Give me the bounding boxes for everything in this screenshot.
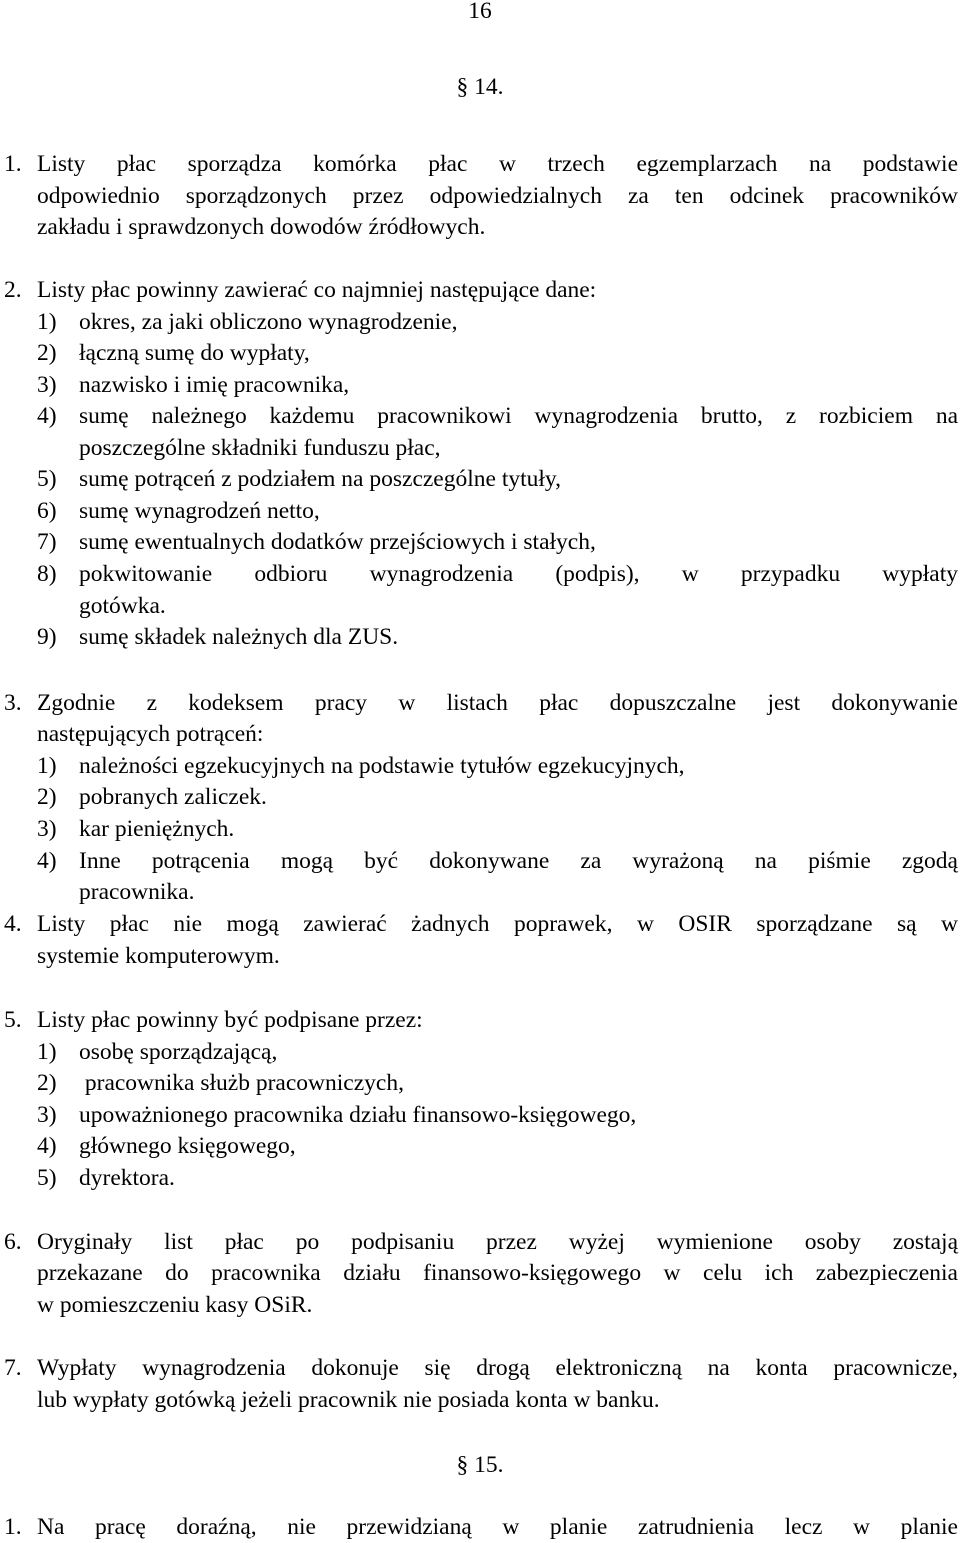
paragraph-line: Listy płac sporządza komórka płac w trzech egzemplarzach na podstawie	[37, 151, 958, 177]
section-heading: § 14.	[456, 74, 504, 100]
section-heading: § 15.	[456, 1452, 504, 1478]
list-item-number: 6)	[37, 498, 57, 524]
list-item-text: osobę sporządzającą,	[79, 1039, 278, 1065]
list-item-text: gotówka.	[79, 593, 166, 619]
list-item-text: łączną sumę do wypłaty,	[79, 340, 310, 366]
paragraph-number: 5.	[4, 1007, 22, 1033]
paragraph-line: Listy płac nie mogą zawierać żadnych poprawek, w OSIR sporządzane są w	[37, 911, 958, 937]
list-item-text: pokwitowanie odbioru wynagrodzenia (podpis), w przypadku wypłaty	[79, 561, 958, 587]
list-item-number: 3)	[37, 372, 57, 398]
list-item-number: 3)	[37, 1102, 57, 1128]
paragraph-number: 4.	[4, 911, 22, 937]
list-item-number: 1)	[37, 753, 57, 779]
paragraph-number: 2.	[4, 277, 22, 303]
paragraph-line: Na pracę doraźną, nie przewidzianą w planie zatrudnienia lecz w planie	[37, 1514, 958, 1540]
list-item-number: 8)	[37, 561, 57, 587]
paragraph-line: następujących potrąceń:	[37, 721, 264, 747]
list-item-text: pracownika służb pracowniczych,	[79, 1070, 404, 1096]
paragraph-line: Listy płac powinny być podpisane przez:	[37, 1007, 423, 1033]
paragraph-line: zakładu i sprawdzonych dowodów źródłowych.	[37, 214, 486, 240]
paragraph-line: systemie komputerowym.	[37, 943, 280, 969]
list-item-number: 5)	[37, 466, 57, 492]
list-item-text: nazwisko i imię pracownika,	[79, 372, 350, 398]
list-item-text: sumę potrąceń z podziałem na poszczególne tytuły,	[79, 466, 562, 492]
list-item-text: należności egzekucyjnych na podstawie tytułów egzekucyjnych,	[79, 753, 685, 779]
list-item-text: pracownika.	[79, 879, 195, 905]
list-item-number: 4)	[37, 403, 57, 429]
list-item-number: 4)	[37, 848, 57, 874]
list-item-text: kar pieniężnych.	[79, 816, 235, 842]
paragraph-line: przekazane do pracownika działu finansowo-księgowego w celu ich zabezpieczenia	[37, 1260, 958, 1286]
list-item-number: 5)	[37, 1165, 57, 1191]
page-number: 16	[468, 0, 492, 24]
paragraph-line: odpowiednio sporządzonych przez odpowiedzialnych za ten odcinek pracowników	[37, 183, 958, 209]
paragraph-number: 3.	[4, 690, 22, 716]
paragraph-line: Zgodnie z kodeksem pracy w listach płac dopuszczalne jest dokonywanie	[37, 690, 958, 716]
list-item-text: sumę wynagrodzeń netto,	[79, 498, 320, 524]
list-item-text: sumę ewentualnych dodatków przejściowych i stałych,	[79, 529, 596, 555]
list-item-number: 1)	[37, 309, 57, 335]
list-item-text: dyrektora.	[79, 1165, 175, 1191]
list-item-number: 2)	[37, 340, 57, 366]
paragraph-number: 1.	[4, 151, 22, 177]
list-item-text: pobranych zaliczek.	[79, 784, 267, 810]
list-item-text: sumę składek należnych dla ZUS.	[79, 624, 399, 650]
list-item-text: Inne potrącenia mogą być dokonywane za wyrażoną na piśmie zgodą	[79, 848, 958, 874]
list-item-text: głównego księgowego,	[79, 1133, 296, 1159]
list-item-number: 7)	[37, 529, 57, 555]
list-item-number: 2)	[37, 1070, 57, 1096]
paragraph-line: lub wypłaty gotówką jeżeli pracownik nie posiada konta w banku.	[37, 1387, 660, 1413]
paragraph-line: w pomieszczeniu kasy OSiR.	[37, 1292, 313, 1318]
paragraph-line: Oryginały list płac po podpisaniu przez wyżej wymienione osoby zostają	[37, 1229, 958, 1255]
list-item-number: 2)	[37, 784, 57, 810]
paragraph-number: 1.	[4, 1514, 22, 1540]
list-item-number: 4)	[37, 1133, 57, 1159]
paragraph-line: Wypłaty wynagrodzenia dokonuje się drogą elektroniczną na konta pracownicze,	[37, 1355, 958, 1381]
list-item-text: sumę należnego każdemu pracownikowi wynagrodzenia brutto, z rozbiciem na	[79, 403, 958, 429]
list-item-number: 9)	[37, 624, 57, 650]
paragraph-number: 7.	[4, 1355, 22, 1381]
paragraph-line: Listy płac powinny zawierać co najmniej następujące dane:	[37, 277, 597, 303]
list-item-text: okres, za jaki obliczono wynagrodzenie,	[79, 309, 458, 335]
list-item-number: 1)	[37, 1039, 57, 1065]
list-item-number: 3)	[37, 816, 57, 842]
list-item-text: poszczególne składniki funduszu płac,	[79, 435, 441, 461]
list-item-text: upoważnionego pracownika działu finansowo-księgowego,	[79, 1102, 637, 1128]
paragraph-number: 6.	[4, 1229, 22, 1255]
